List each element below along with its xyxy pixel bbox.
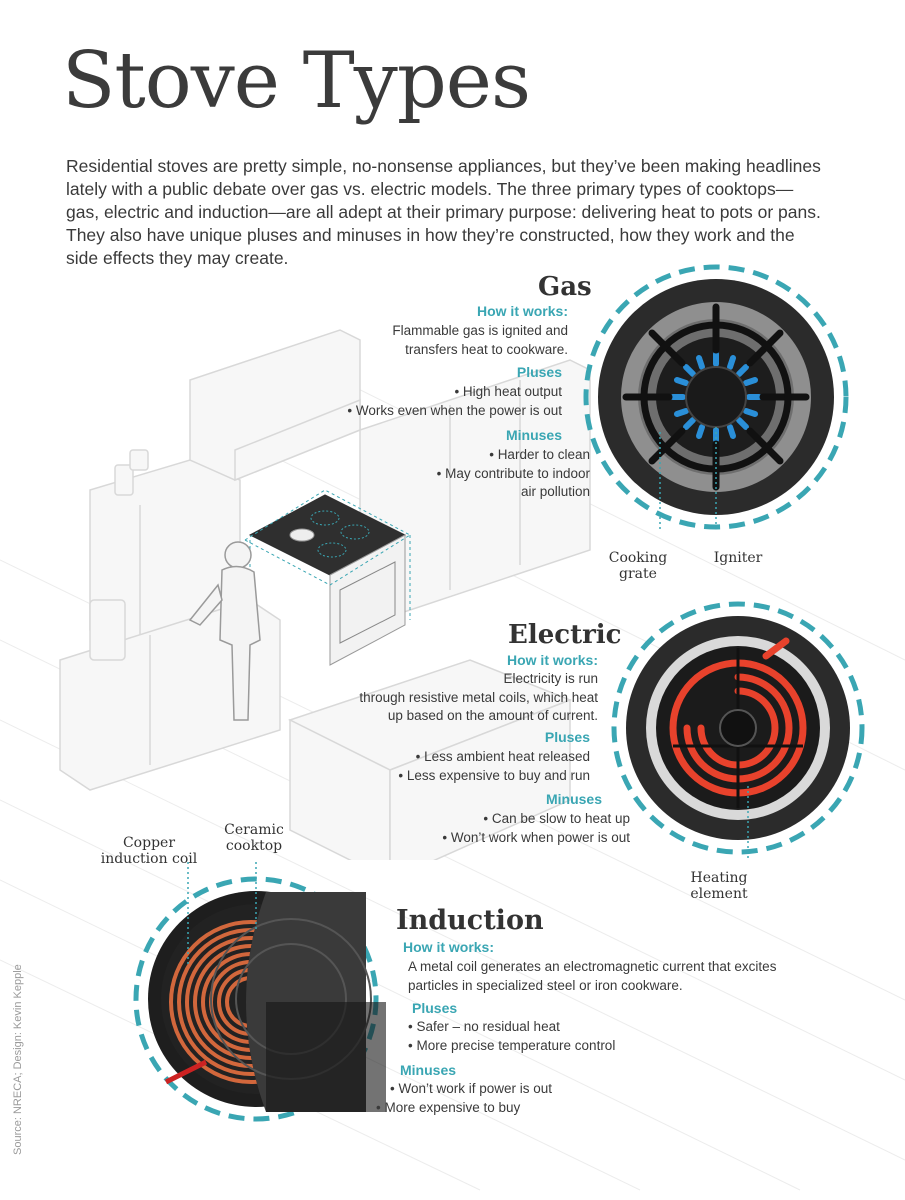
- induction-pluses-list: • Safer – no residual heat • More precise temperature control: [408, 1018, 708, 1055]
- gas-grate-callout: Cooking grate: [608, 550, 668, 582]
- induction-how-label: How it works:: [403, 939, 495, 955]
- gas-minuses-label: Minuses: [505, 427, 562, 443]
- induction-minuses-label: Minuses: [400, 1062, 457, 1078]
- induction-minuses-list: • Won’t work if power is out • More expensive to buy: [376, 1080, 676, 1117]
- electric-title: Electric: [508, 620, 622, 650]
- induction-cooktop-callout: Ceramic cooktop: [224, 822, 284, 854]
- electric-pluses-label: Pluses: [544, 729, 590, 745]
- gas-minuses-list: • Harder to clean • May contribute to indoor air pollution: [380, 446, 590, 502]
- gas-how-label: How it works:: [476, 303, 568, 319]
- electric-minuses-label: Minuses: [545, 791, 602, 807]
- page-title: Stove Types: [62, 36, 530, 126]
- gas-burner-icon: [582, 262, 850, 532]
- induction-coil-icon: [126, 862, 396, 1124]
- electric-pluses-list: • Less ambient heat released • Less expensive to buy and run: [340, 748, 590, 785]
- electric-element-callout: Heating element: [690, 870, 748, 902]
- electric-how-label: How it works:: [506, 652, 598, 668]
- induction-how-text: A metal coil generates an electromagnetic current that excites particles in specialized steel or iron cookware.: [408, 959, 777, 993]
- gas-pluses-list: • High heat output • Works even when the power is out: [300, 383, 562, 420]
- electric-minuses-list: • Can be slow to heat up • Won’t work when power is out: [380, 810, 630, 847]
- induction-title: Induction: [396, 905, 544, 936]
- intro-paragraph: Residential stoves are pretty simple, no-nonsense appliances, but they’ve been making headlines lately with a public debate over gas vs. electric models. The three primary types of cooktops—gas, electric and induction—are all adept at their primary purpose: delivering heat to pots or pans. They also have unique pluses and minuses in how they’re constructed, how they work and the side effects they may create.: [66, 156, 821, 268]
- induction-pluses-label: Pluses: [412, 1000, 458, 1016]
- gas-how-text: Flammable gas is ignited and transfers heat to cookware.: [392, 323, 568, 357]
- gas-pluses-label: Pluses: [516, 364, 562, 380]
- electric-coil-icon: [608, 596, 868, 858]
- gas-title: Gas: [538, 272, 592, 302]
- source-credit: Source: NRECA; Design: Kevin Kepple: [12, 964, 24, 1155]
- gas-igniter-callout: Igniter: [713, 550, 763, 566]
- induction-coil-callout: Copper induction coil: [100, 835, 198, 867]
- electric-how-text: Electricity is run through resistive metal coils, which heat up based on the amount of current.: [359, 671, 598, 723]
